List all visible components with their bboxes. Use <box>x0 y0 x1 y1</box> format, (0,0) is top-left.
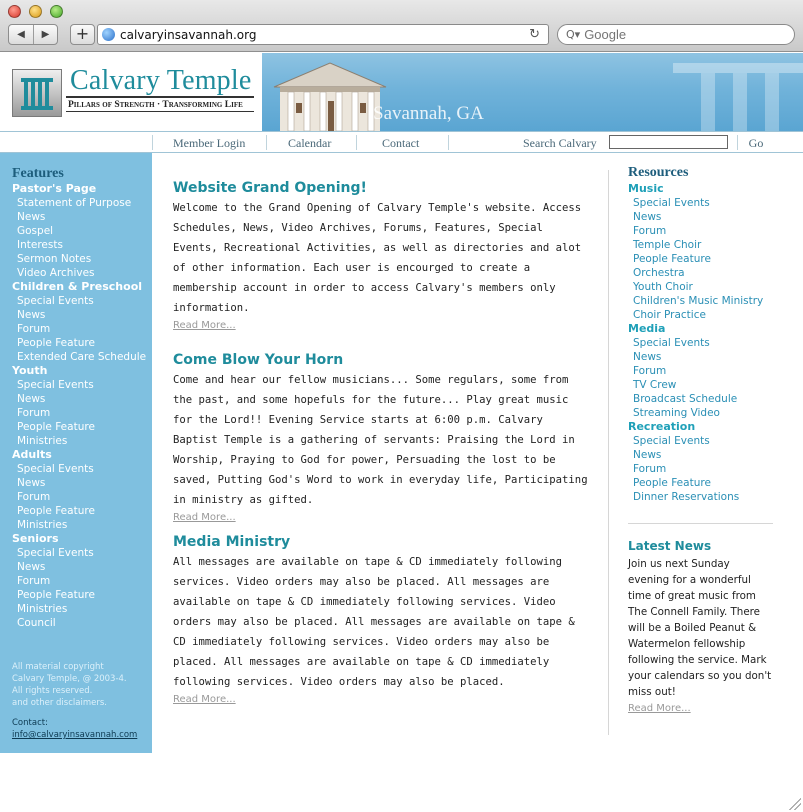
sidebar-item-news[interactable]: News <box>17 477 46 489</box>
back-button[interactable] <box>9 25 33 44</box>
site-search-go-button[interactable]: Go <box>748 136 764 150</box>
resource-item-dinner-reservations[interactable]: Dinner Reservations <box>633 491 740 503</box>
back-forward-control <box>8 24 58 45</box>
copyright-line: and other disclaimers. <box>12 698 107 708</box>
site-search-label: Search Calvary <box>523 136 597 150</box>
read-more-link[interactable]: Read More... <box>173 512 236 523</box>
copyright-line: Calvary Temple, @ 2003-4. <box>12 674 127 684</box>
resource-item-forum[interactable]: Forum <box>633 463 667 475</box>
features-menu <box>12 182 150 630</box>
resource-item-choir-practice[interactable]: Choir Practice <box>633 309 706 321</box>
city-label: Savannah, GA <box>373 103 484 124</box>
sidebar-item-news[interactable]: News <box>17 309 46 321</box>
nav-divider <box>448 135 449 150</box>
sidebar-item-extended-care-schedule[interactable]: Extended Care Schedule <box>17 351 147 363</box>
resource-item-forum[interactable]: Forum <box>633 225 667 237</box>
window-resize-handle[interactable] <box>789 798 801 810</box>
column-divider <box>608 170 609 735</box>
nav-contact[interactable]: Contact <box>382 136 420 150</box>
site-navbar <box>0 131 803 153</box>
right-sidebar <box>628 164 778 504</box>
resource-item-orchestra[interactable]: Orchestra <box>633 267 685 279</box>
resource-item-broadcast-schedule[interactable]: Broadcast Schedule <box>633 393 738 405</box>
copyright-line: All material copyright <box>12 662 104 672</box>
sidebar-item-news[interactable]: News <box>17 393 46 405</box>
latest-news-body: Join us next Sunday evening for a wonderful time of great music from The Connell Family. There will be a Boiled Peanut & Watermelon fellowship following the service. Mark your calendars so you don't miss out! <box>628 558 772 698</box>
church-photo <box>262 53 803 131</box>
article <box>173 532 593 707</box>
article <box>173 178 593 350</box>
read-more-link[interactable]: Read More... <box>173 320 236 331</box>
sidebar-item-people-feature[interactable]: People Feature <box>17 337 95 349</box>
sidebar-item-forum[interactable]: Forum <box>17 575 51 587</box>
sidebar-item-special-events[interactable]: Special Events <box>17 547 94 559</box>
sidebar-item-people-feature[interactable]: People Feature <box>17 589 95 601</box>
minimize-window-button[interactable] <box>29 5 42 18</box>
zoom-window-button[interactable] <box>50 5 63 18</box>
sidebar-item-ministries[interactable]: Ministries <box>17 603 68 615</box>
resource-item-youth-choir[interactable]: Youth Choir <box>633 281 693 293</box>
sidebar-item-special-events[interactable]: Special Events <box>17 463 94 475</box>
nav-divider <box>266 135 267 150</box>
left-sidebar <box>0 153 152 753</box>
sidebar-item-people-feature[interactable]: People Feature <box>17 505 95 517</box>
resource-section-media[interactable]: Media <box>628 322 666 335</box>
features-heading: Features <box>12 166 64 181</box>
sidebar-section-children[interactable]: Children & Preschool <box>12 280 143 293</box>
resource-item-special-events[interactable]: Special Events <box>633 337 710 349</box>
resource-item-news[interactable]: News <box>633 449 662 461</box>
plus-icon: + <box>75 24 90 43</box>
sidebar-item-sermon-notes[interactable]: Sermon Notes <box>17 253 92 265</box>
sidebar-item-gospel[interactable]: Gospel <box>17 225 54 237</box>
forward-icon: ▶ <box>41 29 50 40</box>
site-search-input[interactable] <box>609 135 728 149</box>
sidebar-item-special-events[interactable]: Special Events <box>17 295 94 307</box>
article-title[interactable]: Media Ministry <box>173 534 291 550</box>
site-banner <box>0 53 803 131</box>
site-title[interactable]: Calvary Temple <box>70 65 252 96</box>
sidebar-section-youth[interactable]: Youth <box>12 364 48 377</box>
sidebar-item-forum[interactable]: Forum <box>17 491 51 503</box>
address-bar[interactable] <box>97 24 549 45</box>
pillars-logo-icon[interactable] <box>12 69 62 117</box>
sidebar-item-ministries[interactable]: Ministries <box>17 435 68 447</box>
resource-item-people-feature[interactable]: People Feature <box>633 477 711 489</box>
sidebar-item-council[interactable]: Council <box>17 617 56 629</box>
resource-item-news[interactable]: News <box>633 211 662 223</box>
read-more-link[interactable]: Read More... <box>173 694 236 705</box>
section-divider <box>628 523 773 524</box>
contact-block <box>12 717 137 741</box>
article-body: Welcome to the Grand Opening of Calvary Temple's website. Access Schedules, News, Video Archives, Forums, Features, Special Events, Recreational Activities, as well as directories and alot of other information. Each user is encourged to create a membership account in order to access Calvary's members only information. <box>173 202 582 314</box>
copyright-notice <box>12 661 127 709</box>
church-building-icon <box>270 61 390 131</box>
pillars-graphic-icon <box>673 63 803 131</box>
sidebar-section-pastors-page[interactable]: Pastor's Page <box>12 182 97 195</box>
resource-item-special-events[interactable]: Special Events <box>633 197 710 209</box>
resource-section-music[interactable]: Music <box>628 182 664 195</box>
resource-section-recreation[interactable]: Recreation <box>628 420 696 433</box>
article-body: Come and hear our fellow musicians... Some regulars, some from the past, and some hopefuls for the future... Play great music for the Lord!! Evening Service starts at 6:00 p.m. Calvary Baptist Temple is a gathering of servants: Praising the Lord in Worship, Praying to God for power, Persuading the lost to be saved, Putting God's Word to work in everyday life, Participating in ministry as gifted. <box>173 374 588 506</box>
url-text[interactable]: calvaryinsavannah.org <box>120 27 257 42</box>
resource-item-forum[interactable]: Forum <box>633 365 667 377</box>
nav-divider <box>152 135 153 150</box>
add-bookmark-button[interactable] <box>70 24 95 45</box>
sidebar-item-people-feature[interactable]: People Feature <box>17 421 95 433</box>
nav-calendar[interactable]: Calendar <box>288 136 332 150</box>
sidebar-item-news[interactable]: News <box>17 211 46 223</box>
latest-news-read-more-link[interactable]: Read More... <box>628 703 691 714</box>
sidebar-section-seniors[interactable]: Seniors <box>12 532 59 545</box>
forward-button[interactable] <box>33 25 57 44</box>
article <box>173 350 593 532</box>
contact-label: Contact: <box>12 718 48 728</box>
browser-toolbar <box>0 0 803 52</box>
sidebar-section-adults[interactable]: Adults <box>12 448 52 461</box>
nav-divider <box>356 135 357 150</box>
reload-icon[interactable]: ↻ <box>529 27 540 42</box>
contact-email-link[interactable]: info@calvaryinsavannah.com <box>12 730 138 740</box>
nav-member-login[interactable]: Member Login <box>173 136 246 150</box>
resource-item-people-feature[interactable]: People Feature <box>633 253 711 265</box>
sidebar-item-ministries[interactable]: Ministries <box>17 519 68 531</box>
sidebar-item-forum[interactable]: Forum <box>17 323 51 335</box>
sidebar-item-statement-of-purpose[interactable]: Statement of Purpose <box>17 197 132 209</box>
latest-news-heading: Latest News <box>628 539 712 553</box>
globe-icon <box>102 28 115 41</box>
resource-item-news[interactable]: News <box>633 351 662 363</box>
browser-search-input[interactable] <box>584 27 774 42</box>
resources-heading: Resources <box>628 165 689 180</box>
main-content <box>173 178 593 707</box>
copyright-line: All rights reserved. <box>12 686 93 696</box>
sidebar-item-video-archives[interactable]: Video Archives <box>17 267 95 279</box>
sidebar-item-interests[interactable]: Interests <box>17 239 63 251</box>
resource-item-childrens-music-ministry[interactable]: Children's Music Ministry <box>633 295 764 307</box>
sidebar-item-forum[interactable]: Forum <box>17 407 51 419</box>
browser-search-field[interactable] <box>557 24 795 45</box>
article-title[interactable]: Come Blow Your Horn <box>173 352 344 368</box>
article-title[interactable]: Website Grand Opening! <box>173 180 367 196</box>
site-tagline: Pillars of Strength · Transforming Life <box>66 96 254 112</box>
resource-item-special-events[interactable]: Special Events <box>633 435 710 447</box>
resource-item-tv-crew[interactable]: TV Crew <box>633 379 677 391</box>
search-icon[interactable]: Q▾ <box>566 28 581 41</box>
back-icon: ◀ <box>17 29 25 40</box>
sidebar-item-news[interactable]: News <box>17 561 46 573</box>
resource-item-streaming-video[interactable]: Streaming Video <box>633 407 720 419</box>
close-window-button[interactable] <box>8 5 21 18</box>
resource-item-temple-choir[interactable]: Temple Choir <box>633 239 702 251</box>
article-body: All messages are available on tape & CD immediately following services. Video orders may also be placed. All messages are available on tape & CD immediately following services. Video orders may also be placed. All messages are available on tape & CD immediately following services. Video orders may also be placed. All messages are available on tape & CD immediately following services. Video orders may also be placed. <box>173 556 575 688</box>
sidebar-item-special-events[interactable]: Special Events <box>17 379 94 391</box>
